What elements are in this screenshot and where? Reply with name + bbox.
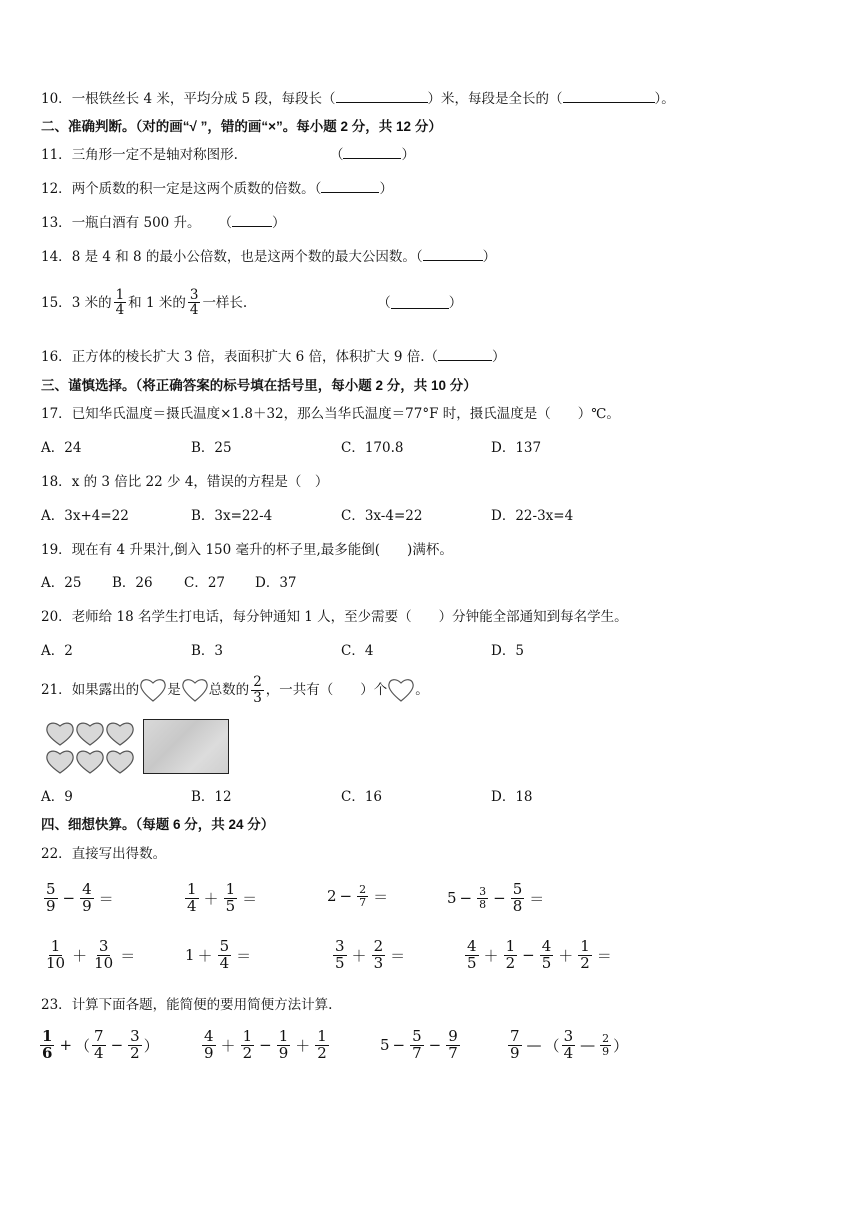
option-b[interactable]: B．3x=22-4 bbox=[191, 508, 273, 524]
answer-blank[interactable] bbox=[391, 296, 449, 309]
question-text: 总数的 bbox=[208, 682, 250, 698]
question-text: ，一共有（ ）个 bbox=[265, 682, 388, 698]
math-expression: 5 − $\frac{5}{7}$ − $\frac{9}{7}$ bbox=[380, 1027, 458, 1062]
question-text: 老师给 18 名学生打电话，每分钟通知 1 人，至少需要（ ）分钟能全部通知到每名学生。 bbox=[71, 609, 628, 625]
answer-blank[interactable] bbox=[438, 348, 492, 361]
question-17 bbox=[41, 405, 620, 423]
option-d[interactable]: D．22-3x=4 bbox=[491, 508, 574, 524]
answer-blank[interactable] bbox=[232, 214, 272, 227]
question-15 bbox=[41, 288, 462, 317]
paren-right: ） bbox=[492, 349, 506, 365]
section-3-heading: 三、谨慎选择。（将正确答案的标号填在括号里，每小题 2 分，共 10 分） bbox=[41, 378, 477, 393]
question-21 bbox=[41, 672, 429, 708]
option-c[interactable]: C．27 bbox=[184, 575, 226, 591]
question-11 bbox=[41, 146, 415, 164]
question-text: 是 bbox=[167, 682, 181, 698]
answer-blank[interactable] bbox=[321, 180, 379, 193]
visible-hearts-icon bbox=[44, 719, 140, 775]
question-text: 和 1 米的 bbox=[128, 294, 186, 311]
option-c[interactable]: C．16 bbox=[341, 789, 383, 805]
question-number: 18． bbox=[41, 474, 72, 490]
question-text: 一根铁丝长 4 米，平均分成 5 段，每段长（ bbox=[71, 91, 336, 107]
question-text: 计算下面各题，能简便的要用简便方法计算. bbox=[71, 997, 333, 1013]
math-expression: 1 ＋ $\frac{5}{4}$ ＝ bbox=[185, 937, 252, 972]
math-expression: $\frac{1}{4}$ ＋ $\frac{1}{5}$ ＝ bbox=[187, 880, 258, 915]
question-text: 8 是 4 和 8 的最小公倍数，也是这两个数的最大公因数。（ bbox=[71, 249, 423, 265]
question-text: 直接写出得数。 bbox=[71, 846, 167, 862]
question-number: 21． bbox=[41, 682, 72, 698]
question-number: 22． bbox=[41, 846, 72, 862]
paren-left: （ bbox=[329, 147, 344, 163]
math-expression: $\frac{3}{5}$ ＋ $\frac{2}{3}$ ＝ bbox=[335, 937, 406, 972]
question-text: 现在有 4 升果汁,倒入 150 毫升的杯子里,最多能倒( )满杯。 bbox=[71, 542, 453, 558]
option-a[interactable]: A．24 bbox=[41, 440, 82, 456]
option-c[interactable]: C．3x-4=22 bbox=[341, 508, 423, 524]
option-a[interactable]: A．2 bbox=[41, 643, 73, 659]
question-number: 14． bbox=[41, 249, 72, 265]
question-text: 三角形一定不是轴对称图形. bbox=[71, 147, 238, 163]
fraction: $\frac{3}{4}$ bbox=[189, 287, 199, 319]
question-20 bbox=[41, 608, 628, 626]
question-text: 两个质数的积一定是这两个质数的倍数。（ bbox=[71, 181, 322, 197]
question-14 bbox=[41, 248, 496, 266]
option-a[interactable]: A．25 bbox=[41, 575, 82, 591]
option-d[interactable]: D．18 bbox=[491, 789, 533, 805]
answer-blank[interactable] bbox=[343, 146, 401, 159]
paren-right: ） bbox=[401, 147, 415, 163]
paren-left: （ bbox=[377, 294, 391, 311]
question-number: 11． bbox=[41, 147, 72, 163]
paren-right: ） bbox=[272, 215, 286, 231]
answer-blank[interactable] bbox=[336, 90, 428, 103]
question-12 bbox=[41, 180, 393, 198]
option-d[interactable]: D．5 bbox=[491, 643, 524, 659]
question-10 bbox=[41, 90, 675, 108]
math-expression: 2 − $\frac{2}{7}$ ＝ bbox=[327, 883, 389, 909]
option-b[interactable]: B．12 bbox=[191, 789, 232, 805]
option-c[interactable]: C．170.8 bbox=[341, 440, 404, 456]
option-a[interactable]: A．3x+4=22 bbox=[41, 508, 129, 524]
question-23 bbox=[41, 996, 332, 1014]
question-text: 。 bbox=[415, 682, 429, 698]
question-19 bbox=[41, 541, 453, 559]
question-number: 17． bbox=[41, 406, 72, 422]
option-a[interactable]: A．9 bbox=[41, 789, 73, 805]
section-2-heading: 二、准确判断。（对的画“√ ”，错的画“×”。每小题 2 分，共 12 分） bbox=[41, 119, 442, 134]
paren-right: ） bbox=[482, 249, 497, 265]
math-expression: $\frac{4}{9}$ ＋ $\frac{1}{2}$ − $\frac{1}{9}$ ＋ $\frac{1}{2}$ bbox=[204, 1027, 327, 1062]
math-expression: $\frac{7}{9}$ — （ $\frac{3}{4}$ — $\frac{2}{9}$ ） bbox=[510, 1027, 629, 1062]
question-number: 10． bbox=[41, 91, 72, 107]
question-text: ）。 bbox=[654, 91, 675, 107]
covering-box-image bbox=[143, 719, 229, 774]
question-22 bbox=[41, 845, 166, 863]
paren-left: （ bbox=[218, 215, 233, 231]
question-text: 已知华氏温度＝摄氏温度×1.8＋32，那么当华氏温度＝77°F 时，摄氏温度是（ ）℃。 bbox=[71, 406, 620, 422]
question-text: ）米，每段是全长的（ bbox=[427, 91, 563, 107]
heart-icon bbox=[181, 677, 209, 703]
math-expression: $\frac{1}{6}$ + （ $\frac{7}{4}$ − $\frac{3}{2}$ ） bbox=[42, 1027, 159, 1062]
question-16 bbox=[41, 348, 506, 366]
answer-blank[interactable] bbox=[423, 248, 483, 261]
fraction: $\frac{2}{3}$ bbox=[253, 674, 262, 706]
heart-icon bbox=[387, 677, 415, 703]
question-number: 13． bbox=[41, 215, 72, 231]
question-text: 一瓶白酒有 500 升。 bbox=[71, 215, 201, 231]
hearts-group bbox=[44, 719, 140, 779]
option-b[interactable]: B．3 bbox=[191, 643, 224, 659]
question-number: 16． bbox=[41, 349, 72, 365]
question-text: 如果露出的 bbox=[71, 682, 140, 698]
question-text: 正方体的棱长扩大 3 倍，表面积扩大 6 倍，体积扩大 9 倍.（ bbox=[71, 349, 438, 365]
question-number: 20． bbox=[41, 609, 72, 625]
option-c[interactable]: C．4 bbox=[341, 643, 374, 659]
question-number: 23． bbox=[41, 997, 72, 1013]
option-b[interactable]: B．25 bbox=[191, 440, 232, 456]
math-expression: $\frac{5}{9}$ − $\frac{4}{9}$ ＝ bbox=[46, 880, 114, 915]
section-4-heading: 四、细想快算。（每题 6 分，共 24 分） bbox=[41, 817, 275, 832]
question-text: x 的 3 倍比 22 少 4，错误的方程是（ ） bbox=[71, 474, 329, 490]
answer-blank[interactable] bbox=[563, 90, 655, 103]
option-b[interactable]: B．26 bbox=[112, 575, 153, 591]
option-d[interactable]: D．37 bbox=[255, 575, 297, 591]
question-text: 一样长. bbox=[202, 294, 248, 311]
fraction: $\frac{1}{4}$ bbox=[115, 287, 125, 319]
heart-icon bbox=[139, 677, 167, 703]
option-d[interactable]: D．137 bbox=[491, 440, 542, 456]
question-text: 3 米的 bbox=[71, 294, 112, 311]
question-number: 12． bbox=[41, 181, 72, 197]
paren-right: ） bbox=[448, 294, 463, 311]
math-expression: $\frac{1}{10}$ ＋ $\frac{3}{10}$ ＝ bbox=[46, 937, 136, 972]
question-18 bbox=[41, 473, 328, 491]
question-number: 19． bbox=[41, 542, 72, 558]
question-number: 15． bbox=[41, 294, 72, 311]
paren-right: ） bbox=[379, 181, 393, 197]
question-13 bbox=[41, 214, 286, 232]
math-expression: $\frac{4}{5}$ ＋ $\frac{1}{2}$ − $\frac{4}{5}$ ＋ $\frac{1}{2}$ ＝ bbox=[467, 937, 612, 972]
math-expression: 5 − $\frac{3}{8}$ − $\frac{5}{8}$ ＝ bbox=[447, 880, 545, 915]
